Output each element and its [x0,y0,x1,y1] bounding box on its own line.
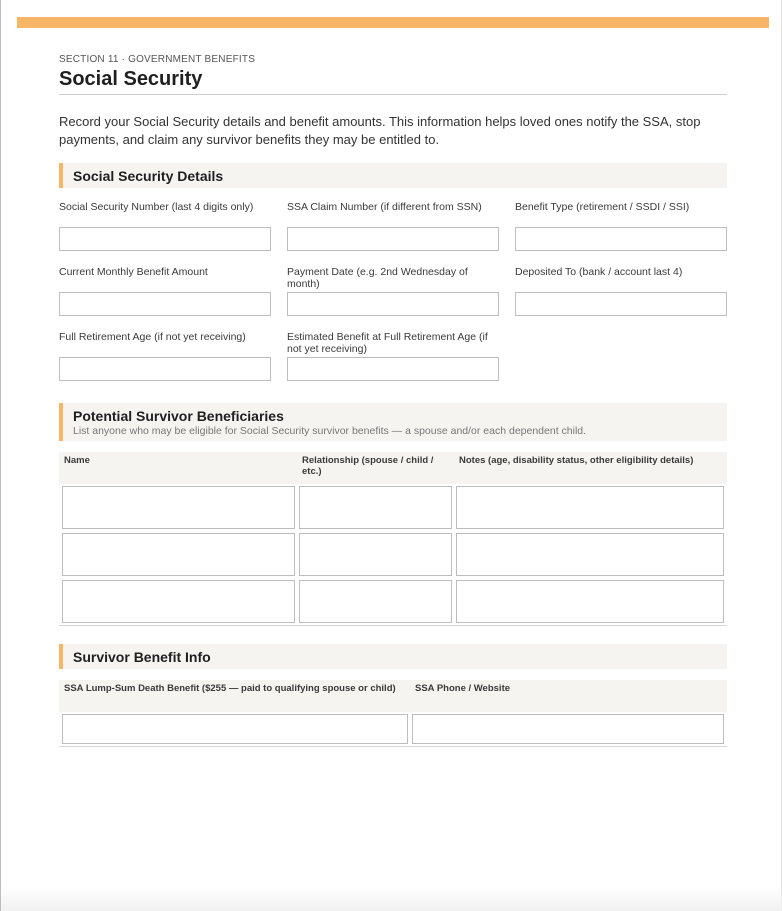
column-header-notes: Notes (age, disability status, other eligibility details) [459,455,694,466]
field-estimated-benefit [287,331,499,381]
beneficiaries-header-row [59,452,727,484]
field-deposited-to [515,266,727,316]
claim-number-input[interactable] [287,227,499,251]
page-title: Social Security [59,68,727,95]
full-retirement-age-input[interactable] [59,357,271,381]
survivor-section-header [59,644,727,669]
ssa-contact-cell[interactable] [412,714,724,744]
benefit-type-input[interactable] [515,227,727,251]
field-monthly-benefit [59,266,271,316]
field-benefit-type [515,201,727,251]
beneficiary-name-cell[interactable] [62,580,295,623]
field-label: Payment Date (e.g. 2nd Wednesday of month) [287,266,468,290]
table-row [59,484,727,531]
beneficiaries-section-title: Potential Survivor Beneficiaries [73,408,284,424]
table-row [59,712,727,746]
details-section-title: Social Security Details [73,168,224,184]
beneficiary-relationship-cell[interactable] [299,486,452,529]
field-label: Full Retirement Age (if not yet receiving) [59,331,246,343]
survivor-table [59,680,727,746]
page-bottom-shadow [1,887,782,911]
estimated-benefit-input[interactable] [287,357,499,381]
beneficiaries-table [59,452,727,625]
beneficiary-notes-cell[interactable] [456,533,724,576]
field-label: Estimated Benefit at Full Retirement Age (if not yet receiving) [287,331,488,355]
details-field-grid [59,201,727,381]
beneficiary-relationship-cell[interactable] [299,580,452,623]
field-label: SSA Claim Number (if different from SSN) [287,201,482,213]
details-section-header [59,163,727,188]
lump-sum-cell[interactable] [62,714,408,744]
field-label: Current Monthly Benefit Amount [59,266,208,278]
section-eyebrow: SECTION 11 · GOVERNMENT BENEFITS [59,54,256,65]
ssn-last4-input[interactable] [59,227,271,251]
column-header-lump-sum: SSA Lump-Sum Death Benefit ($255 — paid to qualifying spouse or child) [64,683,396,694]
column-header-relationship: Relationship (spouse / child / etc.) [302,455,434,477]
beneficiaries-section-subtitle: List anyone who may be eligible for Social Security survivor benefits — a spouse and/or each dependent child. [73,425,587,437]
field-payment-date [287,266,499,316]
field-ssn-last4 [59,201,271,251]
survivor-section-title: Survivor Benefit Info [73,649,211,665]
monthly-benefit-input[interactable] [59,292,271,316]
column-header-name: Name [64,455,90,466]
intro-text: Record your Social Security details and benefit amounts. This information helps loved ones notify the SSA, stop payments, and claim any survivor benefits they may be entitled to. [59,114,701,147]
beneficiaries-section-header [59,403,727,441]
beneficiaries-table-wrap [59,452,727,626]
beneficiary-notes-cell[interactable] [456,580,724,623]
table-row [59,578,727,625]
field-label: Benefit Type (retirement / SSDI / SSI) [515,201,690,213]
survivor-table-wrap [59,680,727,747]
beneficiary-name-cell[interactable] [62,486,295,529]
deposited-to-input[interactable] [515,292,727,316]
beneficiary-notes-cell[interactable] [456,486,724,529]
column-header-ssa-contact: SSA Phone / Website [415,683,511,694]
page-content [59,54,727,747]
beneficiary-relationship-cell[interactable] [299,533,452,576]
top-accent-band [17,17,769,28]
field-claim-number [287,201,499,251]
beneficiary-name-cell[interactable] [62,533,295,576]
field-label: Social Security Number (last 4 digits only) [59,201,254,213]
survivor-header-row [59,680,727,712]
field-label: Deposited To (bank / account last 4) [515,266,683,278]
payment-date-input[interactable] [287,292,499,316]
field-full-retirement-age [59,331,271,381]
table-row [59,531,727,578]
